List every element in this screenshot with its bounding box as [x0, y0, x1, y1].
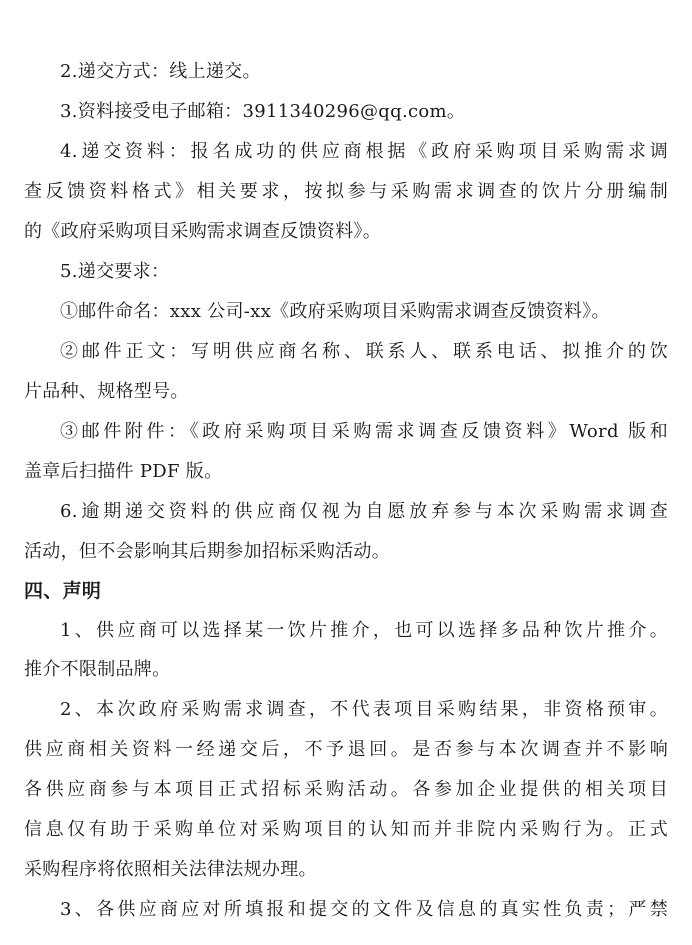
text-line: 供应商相关资料一经递交后，不予退回。是否参与本次调查并不影响 — [24, 739, 668, 760]
text-line: 信息仅有助于采购单位对采购项目的认知而并非院内采购行为。正式 — [24, 819, 668, 840]
text-line: 4.递交资料：报名成功的供应商根据《政府采购项目采购需求调 — [60, 141, 668, 162]
text-line: ③邮件附件：《政府采购项目采购需求调查反馈资料》Word 版和 — [60, 421, 668, 442]
text-line: 5.递交要求： — [60, 261, 170, 282]
section-heading: 四、声明 — [24, 580, 102, 602]
email-line: 3.资料接受电子邮箱：3911340296@qq.com。 — [60, 101, 466, 122]
text-line: 盖章后扫描件 PDF 版。 — [24, 461, 223, 482]
text-line: 3、各供应商应对所填报和提交的文件及信息的真实性负责；严禁 — [60, 899, 668, 920]
text-line: 的《政府采购项目采购需求调查反馈资料》。 — [24, 221, 381, 242]
text-line: 推介不限制品牌。 — [24, 659, 171, 680]
text-line: 采购程序将依照相关法律法规办理。 — [24, 859, 317, 880]
text-line: ①邮件命名：xxx 公司-xx《政府采购项目采购需求调查反馈资料》。 — [60, 301, 610, 322]
text-line: 2.递交方式：线上递交。 — [60, 61, 261, 82]
text-line: 片品种、规格型号。 — [24, 381, 189, 402]
text-line: ②邮件正文：写明供应商名称、联系人、联系电话、拟推介的饮 — [60, 341, 668, 362]
text-line: 查反馈资料格式》相关要求，按拟参与采购需求调查的饮片分册编制 — [24, 181, 668, 202]
text-line: 1、供应商可以选择某一饮片推介，也可以选择多品种饮片推介。 — [60, 620, 668, 641]
text-line: 2、本次政府采购需求调查，不代表项目采购结果，非资格预审。 — [60, 699, 668, 720]
text-line: 活动，但不会影响其后期参加招标采购活动。 — [24, 541, 390, 562]
text-line: 各供应商参与本项目正式招标采购活动。各参加企业提供的相关项目 — [24, 779, 668, 800]
text-line: 6.逾期递交资料的供应商仅视为自愿放弃参与本次采购需求调查 — [60, 501, 668, 522]
